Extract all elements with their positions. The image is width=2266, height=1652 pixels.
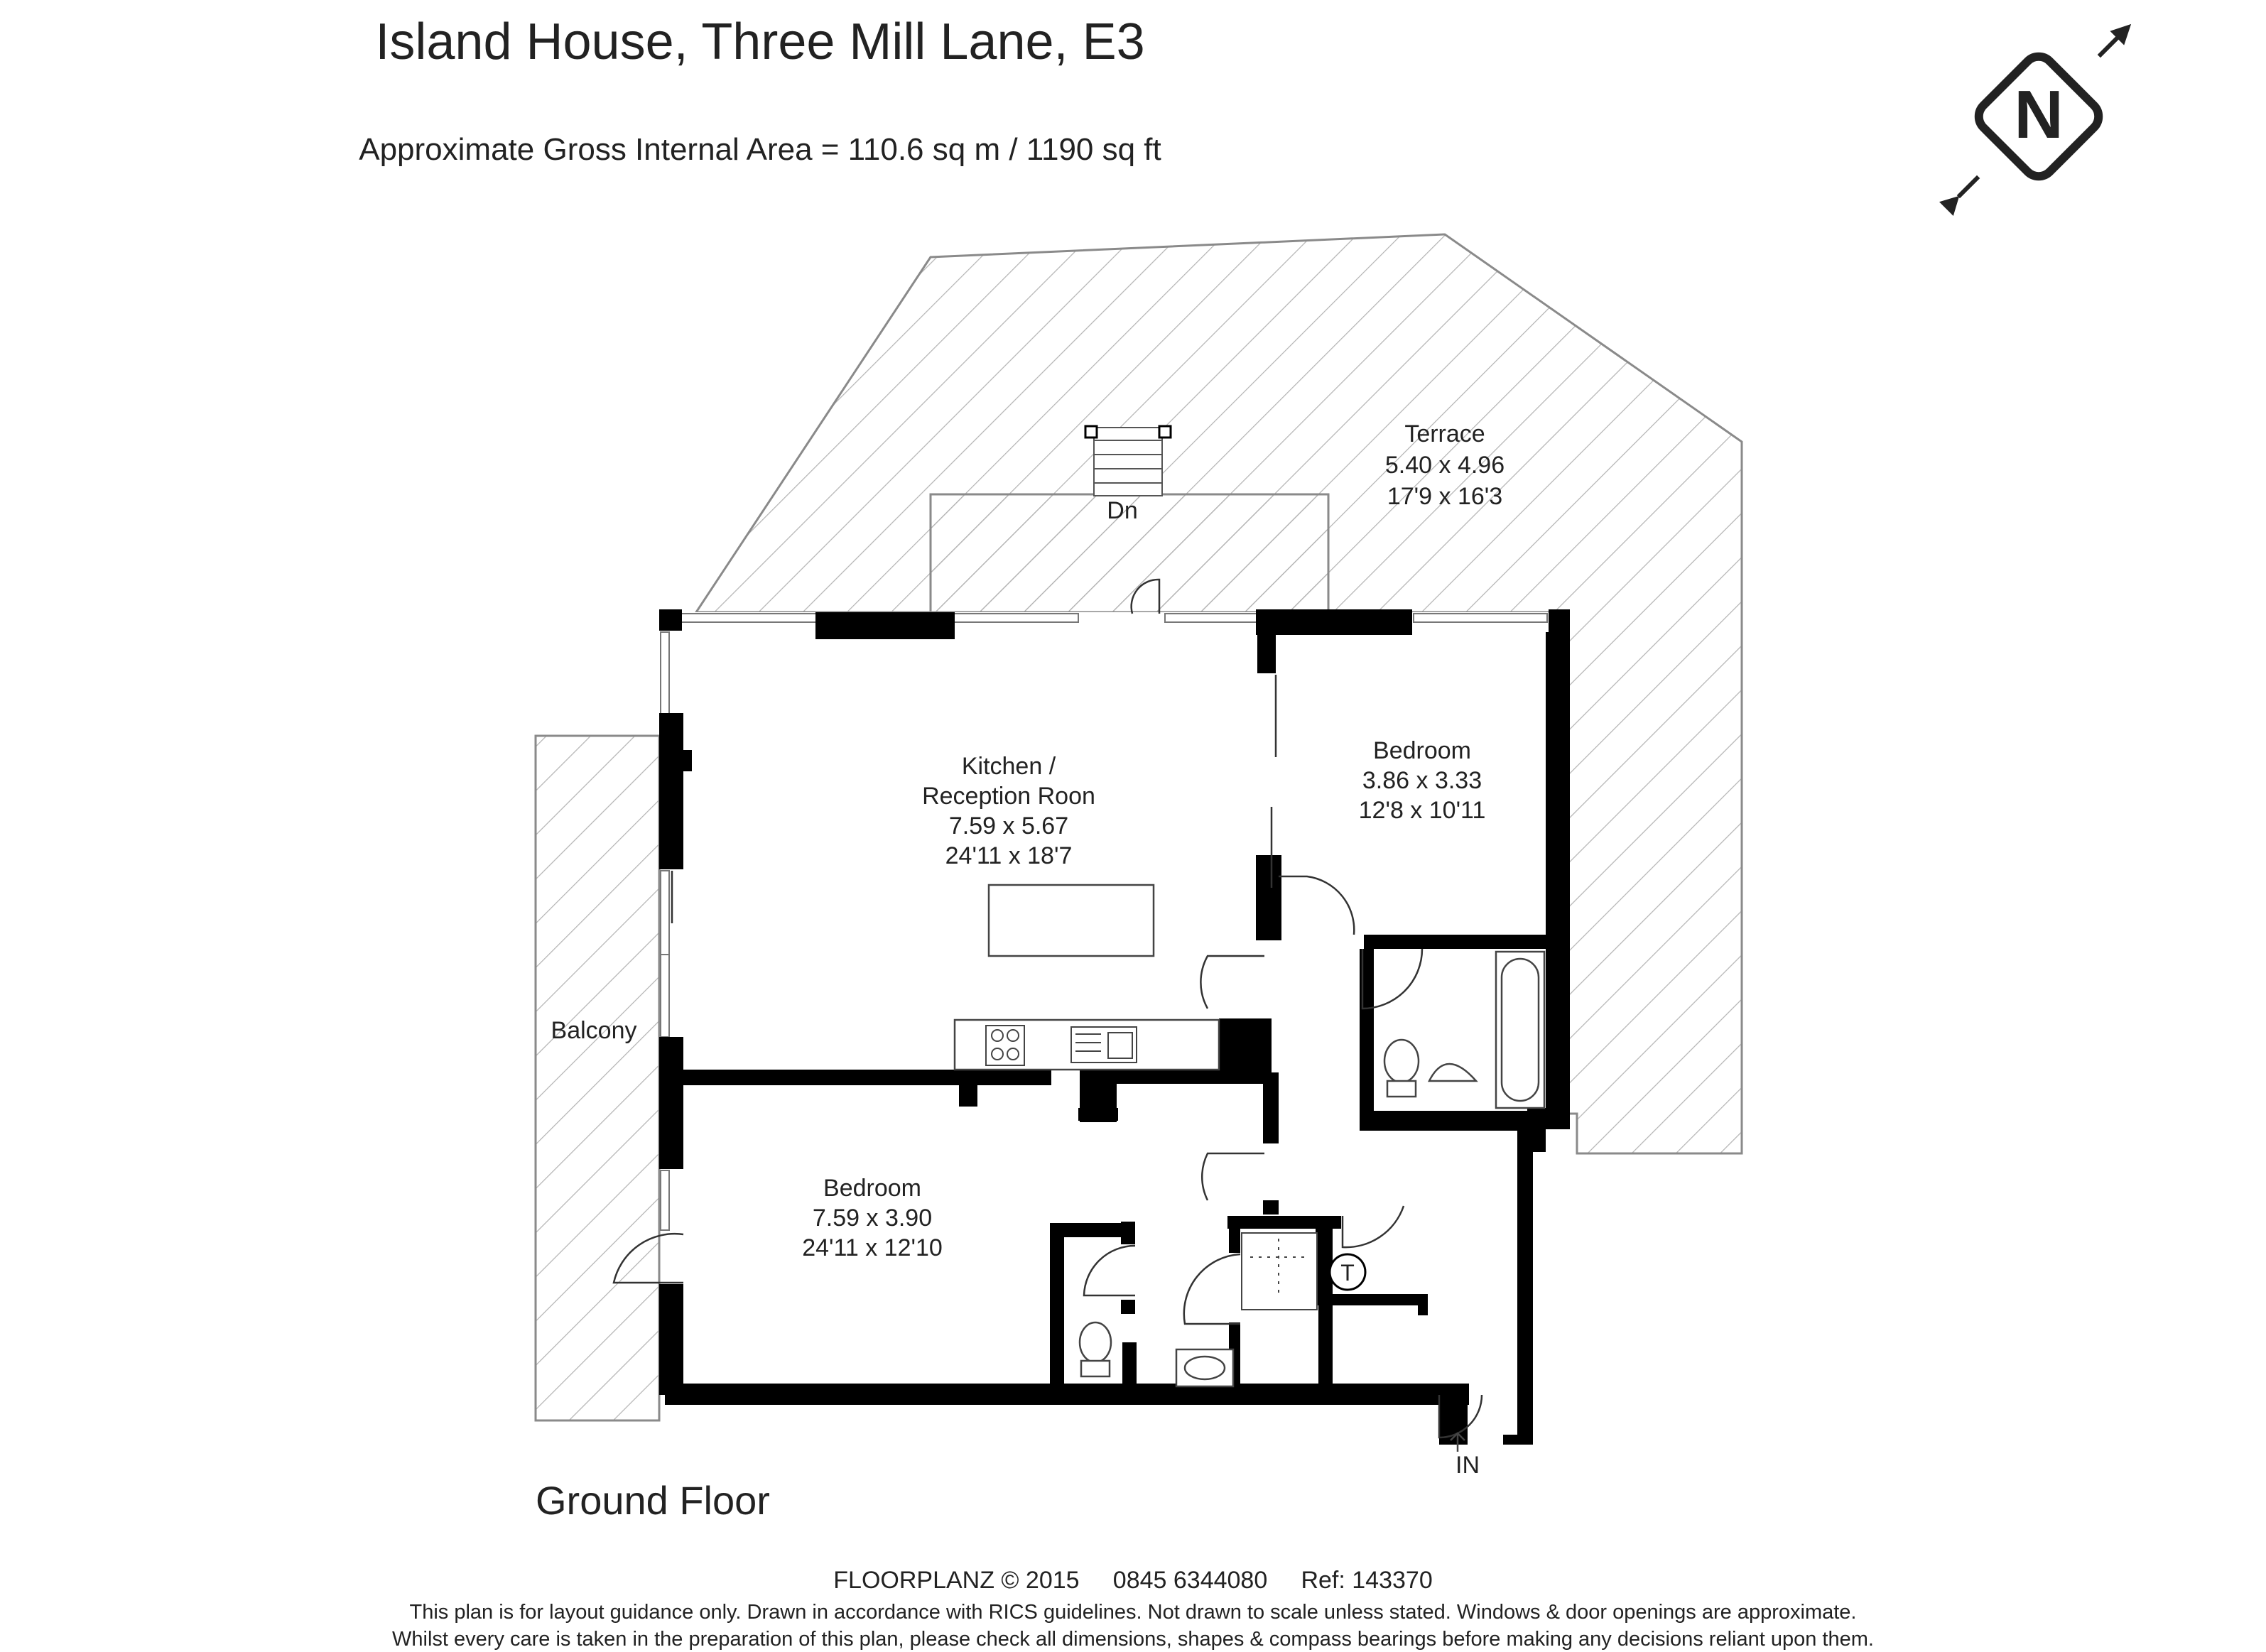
- footer-disclaimer-1: This plan is for layout guidance only. Drawn in accordance with RICS guidelines. Not drawn to scale unless stated. Windows & door openings are approximate.: [409, 1601, 1857, 1624]
- shower-tray: [1242, 1233, 1317, 1310]
- room-kitchen-name2: Reception Roon: [922, 783, 1095, 810]
- footer-disclaimer-2: Whilst every care is taken in the preparation of this plan, please check all dimensions, shapes & compass bearings before making any decisions reliant upon them.: [392, 1628, 1874, 1651]
- room-bedroom2-name: Bedroom: [823, 1175, 921, 1202]
- compass-letter: N: [2014, 77, 2064, 153]
- page-title: Island House, Three Mill Lane, E3: [375, 13, 1145, 70]
- stairs-down-label: Dn: [1107, 497, 1138, 524]
- room-bedroom1-name: Bedroom: [1373, 737, 1471, 764]
- room-terrace-metric: 5.40 x 4.96: [1384, 452, 1505, 479]
- room-bedroom2-imperial: 24'11 x 12'10: [802, 1234, 943, 1261]
- room-bedroom2-metric: 7.59 x 3.90: [812, 1205, 933, 1232]
- cupboard-label: T: [1340, 1260, 1355, 1286]
- room-kitchen-metric: 7.59 x 5.67: [948, 813, 1069, 839]
- balcony-area: [536, 736, 659, 1420]
- footer-credit: FLOORPLANZ © 2015 0845 6344080 Ref: 143370: [833, 1567, 1433, 1594]
- room-kitchen-name: Kitchen /: [961, 753, 1056, 780]
- room-terrace-imperial: 17'9 x 16'3: [1387, 483, 1503, 510]
- entrance-label: IN: [1455, 1452, 1480, 1479]
- room-bedroom1-imperial: 12'8 x 10'11: [1358, 797, 1486, 824]
- stairs-down: [1085, 426, 1171, 496]
- room-balcony-name: Balcony: [551, 1017, 637, 1044]
- room-terrace-name: Terrace: [1404, 420, 1485, 447]
- floor-name: Ground Floor: [536, 1478, 770, 1523]
- kitchen-island: [989, 885, 1154, 956]
- gross-area-text: Approximate Gross Internal Area = 110.6 sq m / 1190 sq ft: [359, 132, 1161, 167]
- room-bedroom1-metric: 3.86 x 3.33: [1362, 767, 1482, 794]
- kitchen-worktop: [955, 1020, 1219, 1070]
- room-kitchen-imperial: 24'11 x 18'7: [945, 842, 1073, 869]
